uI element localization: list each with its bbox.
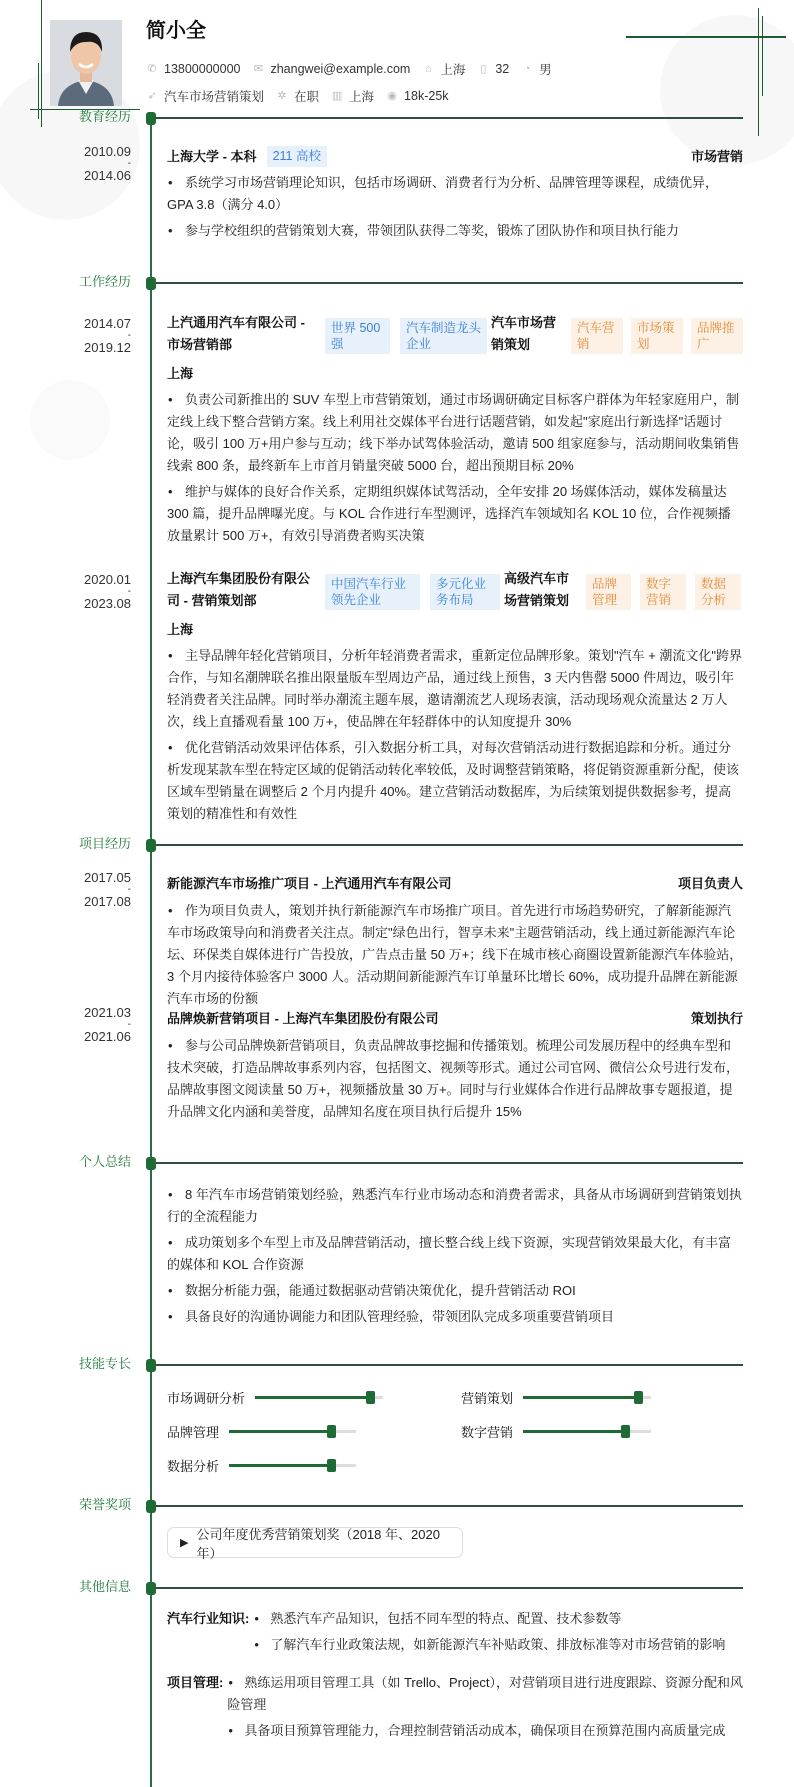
section-marker-icon [146,1157,156,1170]
project-entry [167,873,743,1010]
date-start: 2014.07 [84,316,131,331]
salary-icon: ◉ [387,90,397,102]
work-entry [167,312,743,547]
date-end: 2023.08 [84,596,131,611]
major: 市场营销 [690,149,743,164]
summary-list [167,1180,743,1328]
section-divider [151,1162,743,1164]
contact-item [386,89,448,103]
contact-item [477,62,509,76]
gender-icon: ◔ [523,63,531,75]
timeline-line [150,118,152,1787]
skill-name: 营销策划 [461,1390,514,1406]
bullet-item: • 参与公司品牌焕新营销项目，负责品牌故事挖掘和传播策划。梳理公司发展历程中的经典车型和技术突破，打造品牌故事系列内容，包括图文、视频等形式。通过公司官网、微信公众号进行发布，品牌故事图文阅读量 50 万+，视频播放量 30 万+。同时与行业媒体合作进行品牌故事专题报道，提升品牌文化内涵和美誉度，品牌知名度在项目执行后提升 15% [167,1035,743,1123]
education-header [167,146,743,168]
skill-level-handle [366,1391,375,1404]
section-title-projects: 项目经历 [78,836,131,851]
skill-level-bar [255,1396,383,1399]
skill-level-fill [229,1464,331,1467]
company-tag: 中国汽车行业领先企业 [325,574,420,610]
send-icon: ➶ [147,90,157,102]
section-marker-icon [146,1582,156,1595]
date-range [0,574,131,610]
bullet-list [167,389,743,547]
skill-tag: 数字营销 [640,574,686,610]
skill-level-handle [634,1391,643,1404]
play-triangle-icon: ▶ [180,1537,189,1549]
skill-item [167,1456,356,1474]
company-tag: 多元化业务布局 [430,574,500,610]
age-icon: ▯ [480,63,487,75]
project-entry [167,1008,743,1123]
contact-item [331,87,374,105]
skill-level-fill [229,1430,331,1433]
section-divider [151,1505,743,1507]
date-start: 2010.09 [84,144,131,159]
avatar-photo [50,20,122,106]
skill-level-bar [229,1430,356,1433]
phone-icon: ✆ [147,63,157,75]
date-sep: - [127,1019,131,1030]
contact-text: 汽车市场营销策划 [164,90,265,104]
bullet-item: • 主导品牌年轻化营销项目，分析年轻消费者需求，重新定位品牌形象。策划"汽车 + 潮流文化"跨界合作，与知名潮牌联名推出限量版车型周边产品，通过线上预售，3 天内售罄 5000 件周边，吸引年轻消费者关注品牌。同时举办潮流主题车展，邀请潮流艺人现场表演，活动现场观众流量达 2 万人次，线上直播观看量 100 万+，使品牌在年轻群体中的认知度提升 30% [167,645,743,733]
skill-level-fill [523,1430,625,1433]
contact-text: 32 [495,62,510,76]
contact-item [252,62,410,76]
other-info-row [167,1608,743,1660]
bullet-item: • 负责公司新推出的 SUV 车型上市营销策划，通过市场调研确定目标客户群体为年轻家庭用户，制定线上线下整合营销方案。线上利用社交媒体平台进行话题营销，如发起"家庭出行新选择"话题讨论，吸引 100 万+用户参与互动；线下举办试驾体验活动，邀请 500 组家庭参与，活动期间收集销售线索 800 条，最终新车上市首月销量突破 5000 台，超出预期目标 20% [167,389,743,477]
date-end: 2021.06 [84,1029,131,1044]
skill-name: 数据分析 [167,1458,220,1474]
bullets-wrap [167,900,743,1010]
skill-tag: 数据分析 [695,574,741,610]
contact-text: 13800000000 [164,62,241,76]
section-divider [151,117,743,119]
work-header [167,568,743,612]
company-name: 上汽通用汽车有限公司 - 市场营销部 [167,315,305,352]
bullet-list [167,900,743,1010]
bullet-list [167,1184,743,1328]
date-sep: - [127,586,131,597]
position-title: 高级汽车市场营销策划 [504,571,570,608]
skill-item [461,1388,651,1406]
building-icon: ▥ [331,90,343,102]
bullet-list [167,172,743,242]
contact-text: 在职 [294,90,320,104]
section-title-work: 工作经历 [78,274,131,289]
decor-circle [30,380,110,460]
skill-item [461,1422,651,1440]
bullets-wrap [167,389,743,547]
bullet-list [227,1672,743,1742]
contact-text: 上海 [440,63,466,77]
decor-line [758,8,759,136]
bullet-item: • 参与学校组织的营销策划大赛，带领团队获得二等奖，锻炼了团队协作和项目执行能力 [167,220,743,242]
skill-item [167,1388,383,1406]
bullet-item: • 维护与媒体的良好合作关系，定期组织媒体试驾活动，全年安排 20 场媒体活动，媒体发稿量达 300 篇，提升品牌曝光度。与 KOL 合作进行车型测评，选择汽车领域知名 KOL 10 位，合作视频播放量累计 500 万+，有效引导消费者购买决策 [167,481,743,547]
skill-level-bar [229,1464,356,1467]
bullet-item: • 具备项目预算管理能力，合理控制营销活动成本，确保项目在预算范围内高质量完成 [227,1720,743,1742]
date-end: 2014.06 [84,168,131,183]
date-end: 2019.12 [84,340,131,355]
bullet-item: • 优化营销活动效果评估体系，引入数据分析工具，对每次营销活动进行数据追踪和分析。通过分析发现某款车型在特定区域的促销活动转化率较低，及时调整营销策略，将促销资源重新分配，使该区域车型销量在调整后 2 个月内提升 40%。建立营销活动数据库，为后续策划提供数据参考，提高策划的精准性和有效性 [167,737,743,825]
skill-tag: 品牌管理 [586,574,631,610]
date-range [0,146,131,182]
other-info-items [227,1672,743,1746]
company-name: 上海汽车集团股份有限公司 - 营销策划部 [167,571,311,608]
skill-name: 市场调研分析 [167,1390,246,1406]
section-divider [151,282,743,284]
date-sep: - [127,884,131,895]
skill-level-handle [327,1459,336,1472]
section-divider [151,1364,743,1366]
bullet-item: • 了解汽车行业政策法规，如新能源汽车补贴政策、排放标准等对市场营销的影响 [253,1634,743,1656]
date-sep: - [127,330,131,341]
skill-tag: 汽车营销 [571,318,623,354]
project-header [167,873,743,895]
date-range [0,872,131,908]
other-info-label: 项目管理: [167,1675,224,1690]
bullets-wrap [167,172,743,242]
section-divider [151,1587,743,1589]
section-marker-icon [146,277,156,290]
section-divider [151,844,743,846]
work-location: 上海 [167,366,194,381]
date-start: 2017.05 [84,870,131,885]
work-entry [167,568,743,825]
contact-row [146,59,564,79]
section-title-other: 其他信息 [78,1579,131,1594]
skill-level-bar [523,1430,651,1433]
education-entry [167,146,743,242]
home-icon: ⌂ [425,63,432,75]
contact-text: 18k-25k [404,89,449,103]
award-text: 公司年度优秀营销策划奖（2018 年、2020 年） [196,1526,440,1561]
date-sep: - [127,158,131,169]
award-item[interactable] [167,1526,463,1561]
project-role: 项目负责人 [677,876,743,891]
date-range [0,318,131,354]
skill-tag: 市场策划 [631,318,683,354]
job-intent-row [146,86,461,106]
work-location: 上海 [167,622,194,637]
contact-item [521,60,552,78]
company-tag: 汽车制造龙头企业 [400,318,487,354]
position-title: 汽车市场营销策划 [491,315,557,352]
skill-name: 数字营销 [461,1424,514,1440]
contact-item [146,87,264,105]
skill-level-bar [523,1396,651,1399]
section-title-honors: 荣誉奖项 [78,1497,131,1512]
bullet-item: • 熟悉汽车产品知识，包括不同车型的特点、配置、技术参数等 [253,1608,743,1630]
contact-item [146,62,240,76]
date-start: 2020.01 [84,572,131,587]
section-marker-icon [146,839,156,852]
skill-level-handle [327,1425,336,1438]
skill-level-handle [621,1425,630,1438]
section-marker-icon [146,1359,156,1372]
date-range [0,1007,131,1043]
mail-icon: ✉ [253,63,264,75]
contact-text: 男 [539,63,552,77]
bullet-item: • 系统学习市场营销理论知识，包括市场调研、消费者行为分析、品牌管理等课程，成绩优异，GPA 3.8（满分 4.0） [167,172,743,216]
contact-text[interactable]: zhangwei@example.com [270,62,411,76]
decor-line [762,16,763,96]
bullets-wrap [167,645,743,825]
section-title-summary: 个人总结 [78,1154,131,1169]
skill-tag: 品牌推广 [691,318,743,354]
project-role: 策划执行 [690,1011,743,1026]
status-icon: ✲ [277,90,287,102]
company-tag: 世界 500 强 [325,318,390,354]
section-title-education: 教育经历 [78,109,131,124]
work-header [167,312,743,356]
other-info-label: 汽车行业知识: [167,1611,250,1626]
section-marker-icon [146,112,156,125]
skill-level-fill [523,1396,638,1399]
project-header [167,1008,743,1030]
contact-item [276,87,319,105]
candidate-name: 简小全 [146,20,206,42]
bullet-item: • 8 年汽车市场营销策划经验，熟悉汽车行业市场动态和消费者需求，具备从市场调研到营销策划执行的全流程能力 [167,1184,743,1228]
decor-circle [660,15,794,165]
bullets-wrap [167,1035,743,1123]
project-title: 品牌焕新营销项目 - 上海汽车集团股份有限公司 [167,1011,439,1026]
bullet-list [253,1608,743,1656]
project-title: 新能源汽车市场推广项目 - 上汽通用汽车有限公司 [167,876,452,891]
skill-item [167,1422,356,1440]
date-start: 2021.03 [84,1005,131,1020]
school-degree: 上海大学 - 本科 [167,149,257,164]
skill-name: 品牌管理 [167,1424,220,1440]
bullet-item: • 作为项目负责人，策划并执行新能源汽车市场推广项目。首先进行市场趋势研究，了解新能源汽车市场政策导向和消费者关注点。制定"绿色出行，智享未来"主题营销活动，线上通过新能源汽车论坛、环保类自媒体进行广告投放，广告点击量 50 万+；线下在城市核心商圈设置新能源汽车体验站，3 个月内接待体验客户 3000 人。活动期间新能源汽车订单量环比增长 60%，成功提升品牌在新能源汽车市场的份额 [167,900,743,1010]
bullet-item: • 熟练运用项目管理工具（如 Trello、Project），对营销项目进行进度跟踪、资源分配和风险管理 [227,1672,743,1716]
section-marker-icon [146,1500,156,1513]
contact-item [422,60,465,78]
contact-text: 上海 [349,90,375,104]
bullet-item: • 具备良好的沟通协调能力和团队管理经验，带领团队完成多项重要营销项目 [167,1306,743,1328]
school-tag: 211 高校 [267,146,327,167]
skill-level-fill [255,1396,370,1399]
date-end: 2017.08 [84,894,131,909]
section-title-skills: 技能专长 [78,1356,131,1371]
bullet-item: • 成功策划多个车型上市及品牌营销活动，擅长整合线上线下资源，实现营销效果最大化，有丰富的媒体和 KOL 合作资源 [167,1232,743,1276]
bullet-list [167,1035,743,1123]
other-info-items [253,1608,743,1660]
bullet-list [167,645,743,825]
bullet-item: • 数据分析能力强，能通过数据驱动营销决策优化，提升营销活动 ROI [167,1280,743,1302]
other-info-row [167,1672,743,1746]
